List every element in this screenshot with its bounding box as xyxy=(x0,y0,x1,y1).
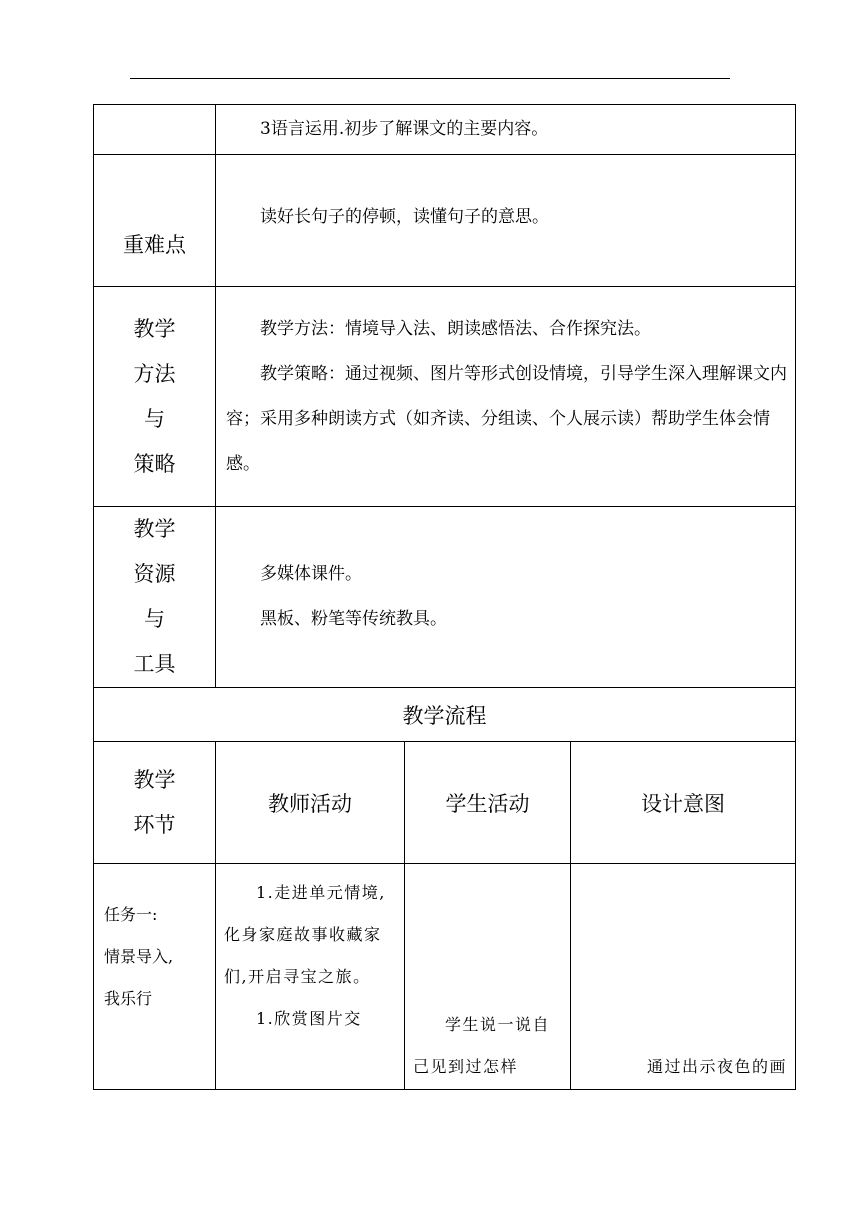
teacher-activity-text: 1.欣赏图片交 xyxy=(256,1009,362,1028)
methods-label-line: 方法 xyxy=(133,361,176,386)
task-one-line: 任务一: xyxy=(104,905,158,924)
section-header-cell xyxy=(94,742,216,864)
process-title-row xyxy=(94,688,796,742)
resource-item: 多媒体课件。 xyxy=(260,564,362,584)
teaching-strategy-text: 教学策略：通过视频、图片等形式创设情境，引导学生深入理解课文内容；采用多种朗读方式（如齐读、分组读、个人展示读）帮助学生体会情感。 xyxy=(226,363,787,474)
resources-row xyxy=(94,507,796,688)
resources-label-line: 与 xyxy=(144,607,165,631)
methods-row xyxy=(94,287,796,507)
methods-label-line: 策略 xyxy=(133,451,176,476)
task-one-row xyxy=(94,864,796,1090)
teacher-activity-cell xyxy=(216,864,405,1090)
resources-label-line: 工具 xyxy=(133,652,176,676)
resource-item: 黑板、粉笔等传统教具。 xyxy=(260,609,447,629)
objectives-content-cell xyxy=(216,105,796,155)
teaching-method-text: 教学方法：情境导入法、朗读感悟法、合作探究法。 xyxy=(260,318,651,339)
methods-content-cell xyxy=(216,287,796,507)
lesson-plan-table xyxy=(93,104,796,1090)
design-intent-header: 设计意图 xyxy=(571,742,796,864)
teacher-activity-text: 1.走进单元情境,化身家庭故事收藏家们,开启寻宝之旅。 xyxy=(224,883,386,986)
student-activity-text: 学生说一说自己见到过怎样 xyxy=(413,1015,551,1076)
task-one-line: 情景导入, xyxy=(104,947,174,966)
resources-label-line: 资源 xyxy=(133,562,176,586)
student-activity-cell xyxy=(405,864,571,1090)
teacher-activity-header: 教师活动 xyxy=(216,742,405,864)
objectives-row xyxy=(94,105,796,155)
key-points-text: 读好长句子的停顿，读懂句子的意思。 xyxy=(260,207,549,227)
resources-label-cell xyxy=(94,507,216,688)
process-header-row xyxy=(94,742,796,864)
header-rule xyxy=(130,78,730,79)
methods-label-line: 与 xyxy=(144,406,165,431)
key-points-label-cell xyxy=(94,155,216,287)
key-points-content-cell xyxy=(216,155,796,287)
task-one-line: 我乐行 xyxy=(104,989,153,1008)
methods-label-line: 教学 xyxy=(133,316,176,341)
resources-label-line: 教学 xyxy=(133,517,176,541)
key-points-label: 重难点 xyxy=(123,233,186,257)
objectives-label-cell xyxy=(94,105,216,155)
design-intent-text: 通过出示夜色的画 xyxy=(647,1057,788,1076)
section-header-line: 教学 xyxy=(133,767,176,792)
process-title: 教学流程 xyxy=(94,688,796,742)
section-header-line: 环节 xyxy=(133,812,176,837)
student-activity-header: 学生活动 xyxy=(405,742,571,864)
task-one-label-cell xyxy=(94,864,216,1090)
design-intent-cell xyxy=(571,864,796,1090)
resources-content-cell xyxy=(216,507,796,688)
key-points-row xyxy=(94,155,796,287)
methods-label-cell xyxy=(94,287,216,507)
objectives-text: 3语言运用.初步了解课文的主要内容。 xyxy=(260,119,549,139)
